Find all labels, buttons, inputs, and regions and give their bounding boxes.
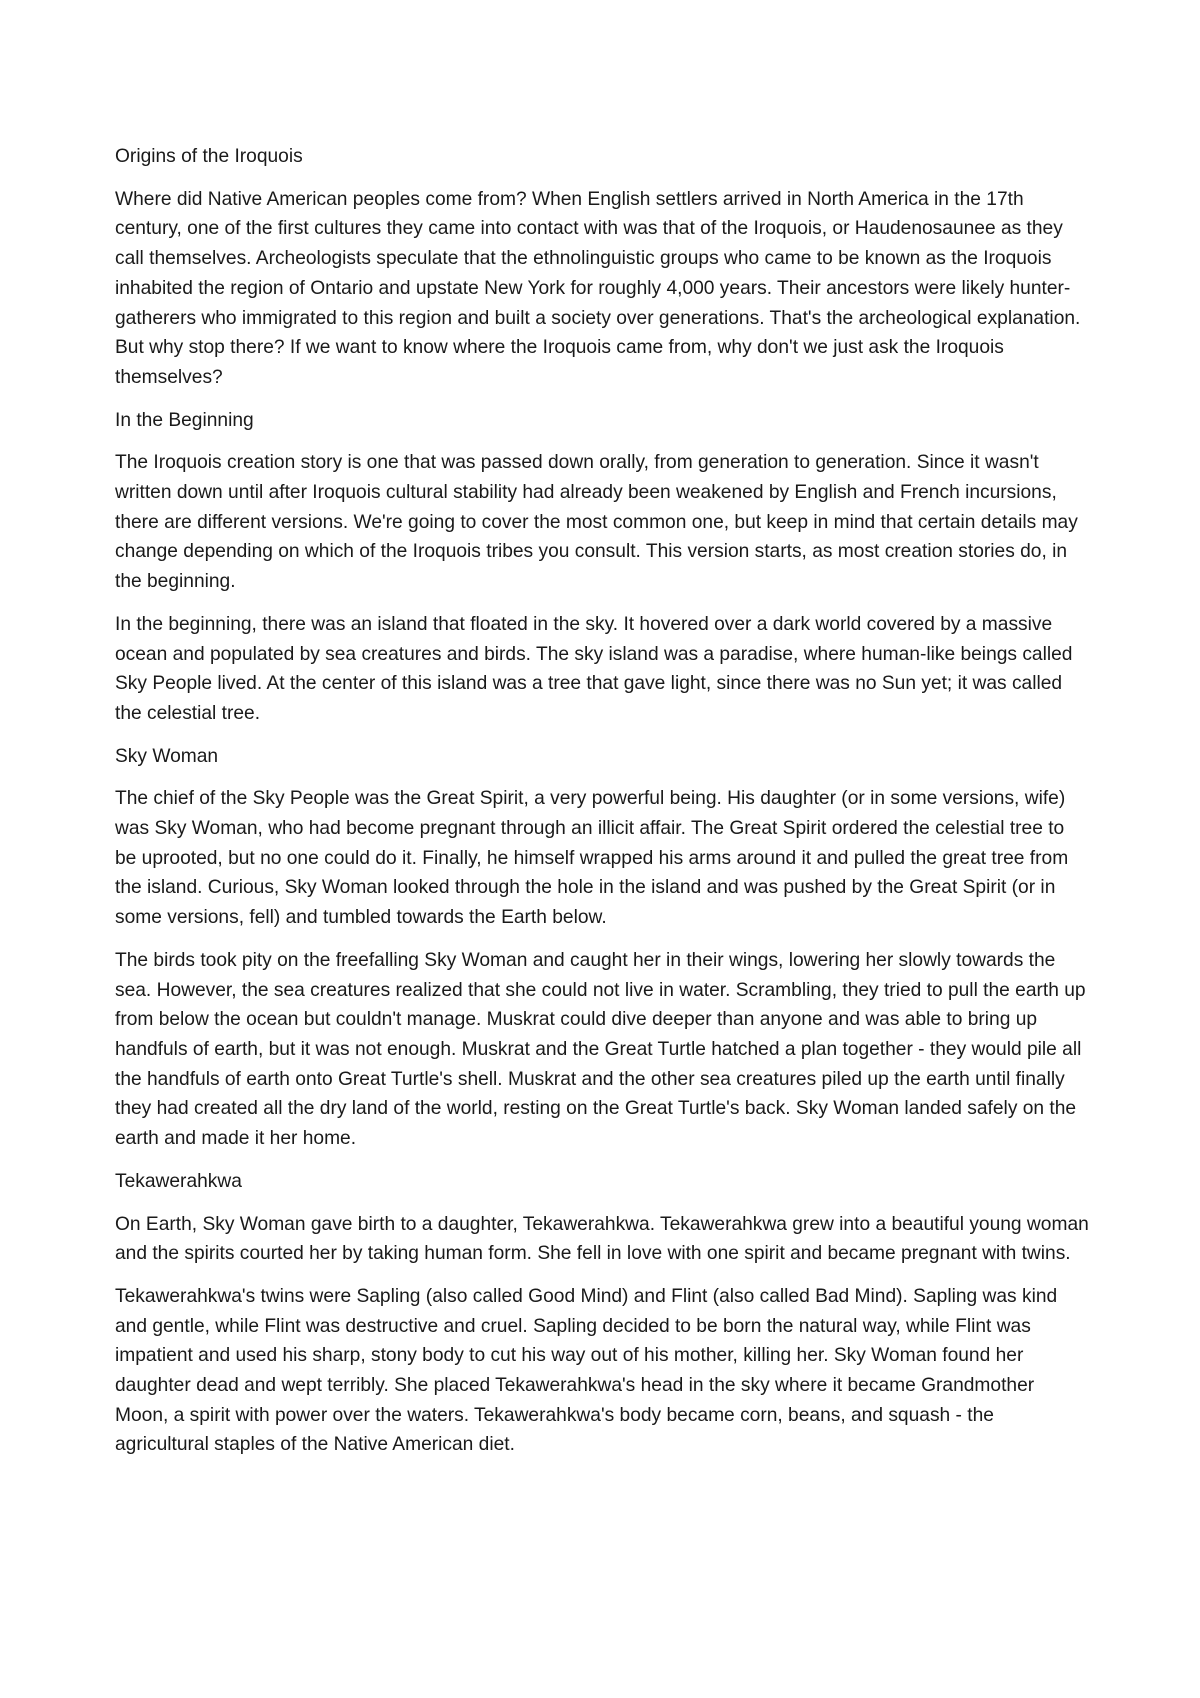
section-heading-tekawerahkwa: Tekawerahkwa bbox=[115, 1170, 242, 1192]
paragraph: The Iroquois creation story is one that was passed down orally, from generation to generation. Since it wasn't written down until after Iroquois cultural stability had already been weakened by English and French incursions, there are different versions. We're going to cover the most common one, but keep in mind that certain details may change depending on which of the Iroquois tribes you consult. This version starts, as most creation stories do, in the beginning. bbox=[115, 452, 1078, 593]
paragraph: Tekawerahkwa's twins were Sapling (also called Good Mind) and Flint (also called Bad Mind). Sapling was kind and gentle, while Flint was destructive and cruel. Sapling decided to be born the natural way, while Flint was impatient and used his sharp, stony body to cut his way out of his mother, killing her. Sky Woman found her daughter dead and wept terribly. She placed Tekawerahkwa's head in the sky where it became Grandmother Moon, a spirit with power over the waters. Tekawerahkwa's body became corn, beans, and squash - the agricultural staples of the Native American diet. bbox=[115, 1285, 1058, 1456]
paragraph: In the beginning, there was an island that floated in the sky. It hovered over a dark world covered by a massive ocean and populated by sea creatures and birds. The sky island was a paradise, where human-like beings called Sky People lived. At the center of this island was a tree that gave light, since there was no Sun yet; it was called the celestial tree. bbox=[115, 613, 1073, 724]
paragraph: On Earth, Sky Woman gave birth to a daughter, Tekawerahkwa. Tekawerahkwa grew into a beautiful young woman and the spirits courted her by taking human form. She fell in love with one spirit and became pregnant with twins. bbox=[115, 1213, 1089, 1265]
paragraph: The chief of the Sky People was the Great Spirit, a very powerful being. His daughter (or in some versions, wife) was Sky Woman, who had become pregnant through an illicit affair. The Great Spirit ordered the celestial tree to be uprooted, but no one could do it. Finally, he himself wrapped his arms around it and pulled the great tree from the island. Curious, Sky Woman looked through the hole in the island and was pushed by the Great Spirit (or in some versions, fell) and tumbled towards the Earth below. bbox=[115, 788, 1069, 929]
paragraph: The birds took pity on the freefalling Sky Woman and caught her in their wings, lowering her slowly towards the sea. However, the sea creatures realized that she could not live in water. Scrambling, they tried to pull the earth up from below the ocean but couldn't manage. Muskrat could dive deeper than anyone and was able to bring up handfuls of earth, but it was not enough. Muskrat and the Great Turtle hatched a plan together - they would pile all the handfuls of earth onto Great Turtle's shell. Muskrat and the other sea creatures piled up the earth until finally they had created all the dry land of the world, resting on the Great Turtle's back. Sky Woman landed safely on the earth and made it her home. bbox=[115, 949, 1086, 1150]
paragraph: Where did Native American peoples come from? When English settlers arrived in North America in the 17th century, one of the first cultures they came into contact with was that of the Iroquois, or Haudenosaunee as they call themselves. Archeologists speculate that the ethnolinguistic groups who came to be known as the Iroquois inhabited the region of Ontario and upstate New York for roughly 4,000 years. Their ancestors were likely hunter-gatherers who immigrated to this region and built a society over generations. That's the archeological explanation. But why stop there? If we want to know where the Iroquois came from, why don't we just ask the Iroquois themselves? bbox=[115, 188, 1081, 388]
section-heading-origins: Origins of the Iroquois bbox=[115, 146, 303, 167]
section-heading-sky-woman: Sky Woman bbox=[115, 745, 219, 767]
section-heading-in-the-beginning: In the Beginning bbox=[115, 409, 254, 431]
document-page bbox=[115, 142, 1090, 1473]
